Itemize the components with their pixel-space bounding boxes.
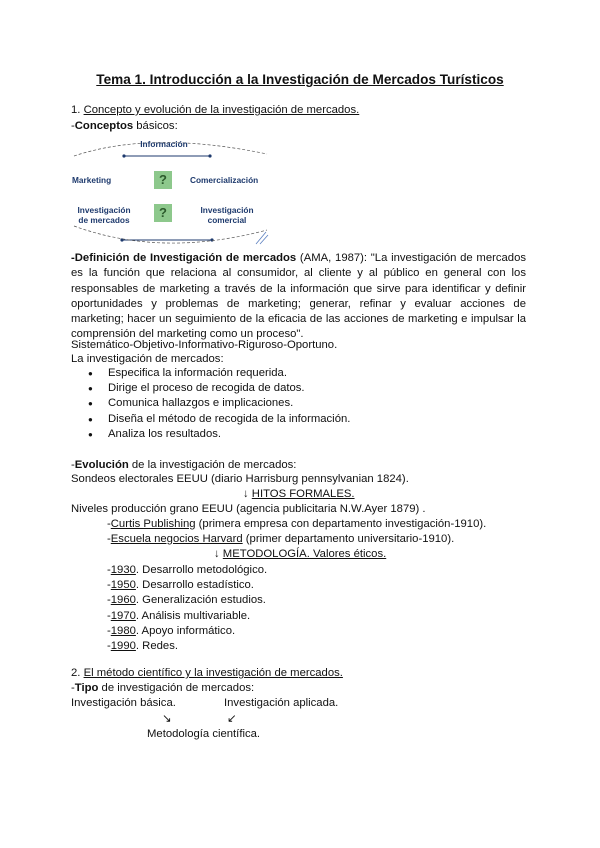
arrow-down-right-icon: ↘ — [162, 713, 172, 725]
timeline-item: -1950. Desarrollo estadístico. — [107, 579, 254, 592]
tipo-bold: Tipo — [74, 682, 99, 694]
attributes-line: Sistemático-Objetivo-Informativo-Riguroso-Oportuno. — [71, 339, 338, 351]
list-item: ● Diseña el método de recogida de la información. — [88, 412, 350, 427]
timeline-year: 1950 — [110, 579, 136, 592]
timeline-text: . Generalización estudios. — [135, 594, 266, 607]
label-marketing: Marketing — [72, 175, 112, 185]
sondeos-line: Sondeos electorales EEUU (diario Harrisburg pennsylvanian 1824). — [71, 473, 409, 485]
timeline-text: . Redes. — [135, 640, 178, 653]
conceptos-line — [71, 120, 178, 132]
bullet-list — [88, 366, 350, 442]
concept-diagram — [72, 134, 272, 249]
section-1-number: 1. — [71, 104, 84, 116]
harvard-line — [107, 533, 454, 545]
timeline-year: 1960 — [110, 594, 136, 607]
timeline-text: . Desarrollo estadístico. — [135, 579, 254, 592]
diagram-lines — [72, 134, 272, 249]
curtis-line — [107, 518, 486, 530]
section-2-heading — [71, 667, 343, 679]
inv-intro: La investigación de mercados: — [71, 353, 224, 365]
timeline-item: -1930. Desarrollo metodológico. — [107, 564, 268, 576]
hitos-line — [243, 488, 355, 500]
evolucion-rest: de la investigación de mercados: — [128, 459, 297, 471]
question-box-top: ? — [154, 171, 172, 189]
inv-comercial-line-2: comercial — [207, 215, 247, 225]
timeline-item: -1960. Generalización estudios. — [107, 594, 266, 607]
timeline-year: 1930 — [110, 564, 136, 576]
evolucion-heading — [71, 459, 296, 471]
label-investigacion-mercados — [72, 205, 136, 225]
tipo-line — [71, 682, 254, 694]
info-arrow-left-dot — [122, 154, 125, 157]
inv-comercial-line-1: Investigación — [200, 205, 254, 215]
down-arrow-icon: ↓ — [243, 488, 252, 500]
harvard-school: Escuela negocios Harvard — [110, 533, 243, 545]
investigacion-aplicada: Investigación aplicada. — [224, 697, 339, 709]
section-2-number: 2. — [71, 667, 84, 679]
evolucion-dash: - — [71, 459, 75, 471]
tipo-rest: de investigación de mercados: — [98, 682, 255, 694]
label-informacion: Información — [140, 139, 188, 149]
label-comercializacion: Comercialización — [190, 175, 259, 185]
page-title: Tema 1. Introducción a la Investigación de Mercados Turísticos — [96, 72, 504, 87]
timeline-list — [107, 563, 267, 654]
list-item: ● Analiza los resultados. — [88, 427, 350, 442]
metodologia-label: METODOLOGÍA. Valores éticos. — [222, 548, 387, 560]
list-item: ● Especifica la información requerida. — [88, 366, 350, 381]
timeline-item: -1990. Redes. — [107, 640, 178, 653]
corner-arrow-2 — [260, 235, 268, 244]
inv-mercados-line-2: de mercados — [78, 215, 130, 225]
definition-text: (AMA, 1987): "La investigación de mercados es la función que relaciona al consumidor, al cliente y al público en general con los responsables de marketing a través de la información que sirve para identificar y definir oportunidades y problemas de marketing; generar, refinar y evaluar acciones de marketing; hacer un seguimiento de la eficacia de las acciones de marketing e impulsar la comprensión del marketing como un proceso". — [71, 252, 527, 341]
definition-paragraph — [71, 251, 526, 343]
curtis-publishing: Curtis Publishing — [110, 518, 196, 530]
metodologia-line — [214, 548, 386, 560]
list-item: ● Comunica hallazgos e implicaciones. — [88, 396, 350, 411]
inv-mercados-line-1: Investigación — [77, 205, 131, 215]
curtis-rest: (primera empresa con departamento investigación-1910). — [195, 518, 487, 530]
tipo-dash: - — [71, 682, 75, 694]
list-item: ● Dirige el proceso de recogida de datos. — [88, 381, 350, 396]
timeline-item: -1970. Análisis multivariable. — [107, 609, 251, 622]
timeline-year: 1980 — [110, 624, 136, 637]
definition-bold: -Definición de Investigación de mercados — [71, 252, 297, 264]
timeline-text: . Desarrollo metodológico. — [135, 564, 268, 576]
evolucion-bold: Evolución — [74, 459, 129, 471]
conceptos-rest: básicos: — [133, 120, 178, 132]
curtis-dash: - — [107, 518, 111, 530]
metodologia-cientifica: Metodología científica. — [147, 728, 261, 740]
down-arrow-icon: ↓ — [214, 548, 223, 560]
investigacion-basica: Investigación básica. — [71, 697, 176, 709]
timeline-year: 1970 — [110, 609, 136, 622]
timeline-text: . Apoyo informático. — [135, 624, 236, 637]
section-1-heading — [71, 104, 359, 116]
timeline-year: 1990 — [110, 640, 136, 653]
hitos-label: HITOS FORMALES. — [251, 488, 355, 500]
bottom-arc — [74, 226, 267, 243]
bottom-arrow-right-dot — [210, 238, 213, 241]
corner-arrow-1 — [256, 232, 266, 244]
conceptos-bold: Conceptos — [74, 120, 134, 132]
section-2-title: El método científico y la investigación de mercados. — [83, 667, 343, 679]
niveles-line: Niveles producción grano EEUU (agencia publicitaria N.W.Ayer 1879) . — [71, 503, 426, 515]
section-1-title: Concepto y evolución de la investigación de mercados. — [83, 104, 360, 116]
timeline-text: . Análisis multivariable. — [135, 609, 251, 622]
question-box-bottom: ? — [154, 204, 172, 222]
conceptos-dash: - — [71, 120, 75, 132]
info-arrow-right-dot — [208, 154, 211, 157]
timeline-item: -1980. Apoyo informático. — [107, 624, 236, 637]
label-investigacion-comercial — [194, 205, 260, 225]
harvard-dash: - — [107, 533, 111, 545]
arrow-down-left-icon: ↙ — [227, 713, 237, 725]
harvard-rest: (primer departamento universitario-1910). — [242, 533, 455, 545]
